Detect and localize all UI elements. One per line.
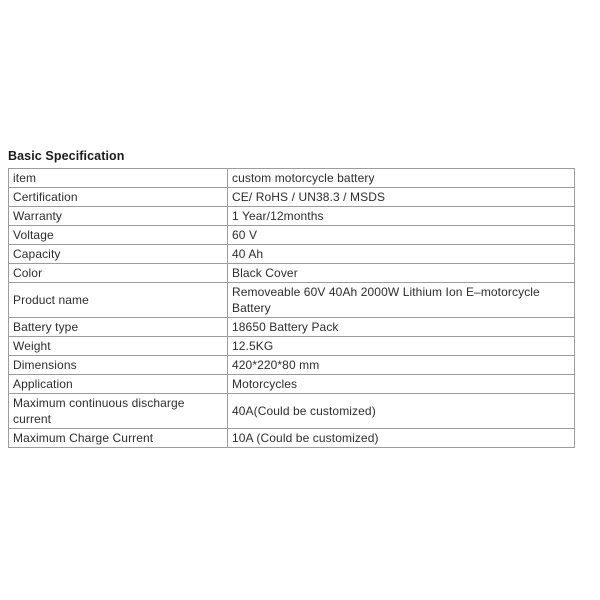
table-row (9, 188, 575, 207)
table-row (9, 429, 575, 448)
table-row (9, 245, 575, 264)
section-heading: Basic Specification (8, 149, 125, 163)
spec-section (8, 149, 574, 448)
spec-value-cell: Removeable 60V 40Ah 2000W Lithium Ion E–motorcycle Battery (228, 283, 575, 318)
table-row (9, 394, 575, 429)
spec-label-cell: Warranty (9, 207, 228, 226)
spec-value-cell: 10A (Could be customized) (228, 429, 575, 448)
spec-label-cell: Certification (9, 188, 228, 207)
spec-value-cell: 40 Ah (228, 245, 575, 264)
spec-label-cell: Battery type (9, 318, 228, 337)
spec-label-cell: Application (9, 375, 228, 394)
spec-value-cell: 420*220*80 mm (228, 356, 575, 375)
spec-value-cell: CE/ RoHS / UN38.3 / MSDS (228, 188, 575, 207)
table-row (9, 207, 575, 226)
table-row (9, 356, 575, 375)
spec-value-cell: Motorcycles (228, 375, 575, 394)
spec-label-cell: item (9, 169, 228, 188)
spec-value-cell: 1 Year/12months (228, 207, 575, 226)
spec-value-cell: custom motorcycle battery (228, 169, 575, 188)
table-row (9, 337, 575, 356)
spec-value-cell: Black Cover (228, 264, 575, 283)
table-row (9, 375, 575, 394)
spec-table (8, 168, 575, 448)
table-row (9, 169, 575, 188)
spec-label-cell: Dimensions (9, 356, 228, 375)
table-row (9, 226, 575, 245)
spec-label-cell: Capacity (9, 245, 228, 264)
table-row (9, 318, 575, 337)
spec-value-cell: 40A(Could be customized) (228, 394, 575, 429)
table-row (9, 264, 575, 283)
spec-label-cell: Weight (9, 337, 228, 356)
spec-label-cell: Product name (9, 283, 228, 318)
spec-value-cell: 18650 Battery Pack (228, 318, 575, 337)
spec-label-cell: Voltage (9, 226, 228, 245)
table-row (9, 283, 575, 318)
spec-label-cell: Color (9, 264, 228, 283)
spec-label-cell: Maximum continuous discharge current (9, 394, 228, 429)
spec-label-cell: Maximum Charge Current (9, 429, 228, 448)
spec-table-body (9, 169, 575, 448)
spec-value-cell: 60 V (228, 226, 575, 245)
spec-value-cell: 12.5KG (228, 337, 575, 356)
